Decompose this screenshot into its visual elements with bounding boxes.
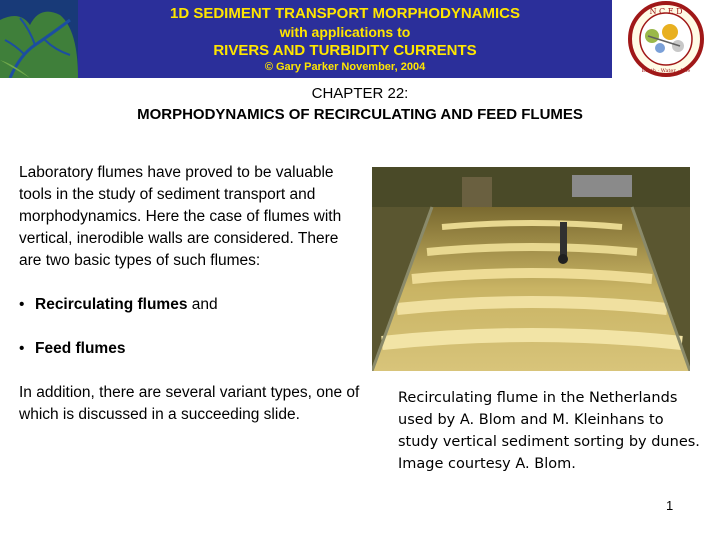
nced-logo [612,0,720,78]
river-delta-map-image [0,0,78,78]
chapter-label: CHAPTER 22: [311,85,409,102]
bullet-symbol: • [19,296,25,313]
bullet-2-bold: Feed flumes [35,340,126,357]
figure-caption: Recirculating flume in the Netherlands used by A. Blom and M. Kleinhans to study vertical sediment sorting by dunes. Image courtesy A. Blom. [398,390,700,472]
bullet-feed [19,338,364,360]
svg-text:N C E D: N C E D [649,7,683,16]
body-text [19,162,364,426]
banner-title-line-2: with applications to [279,24,411,40]
banner-copyright: © Gary Parker November, 2004 [264,61,426,73]
recirculating-flume-photo [372,167,690,371]
banner-title-line-3: RIVERS AND TURBIDITY CURRENTS [213,42,477,59]
page-number: 1 [666,498,674,513]
bullet-1-rest: and [187,296,218,313]
bullet-1-bold: Recirculating flumes [35,296,188,313]
intro-paragraph: Laboratory flumes have proved to be valuable tools in the study of sediment transport and morphodynamics. Here the case of flumes with vertical, inerodible walls are considered. There are two basic types of such flumes: [19,164,342,269]
header-banner [0,0,720,78]
svg-text:Earth · Water · Life: Earth · Water · Life [641,68,691,74]
closing-paragraph: In addition, there are several variant types, one of which is discussed in a succeeding slide. [19,384,360,423]
chapter-title: MORPHODYNAMICS OF RECIRCULATING AND FEED FLUMES [137,106,583,123]
banner-title-line-1: 1D SEDIMENT TRANSPORT MORPHODYNAMICS [169,5,521,22]
bullet-recirculating [19,294,364,316]
bullet-symbol: • [19,340,25,357]
